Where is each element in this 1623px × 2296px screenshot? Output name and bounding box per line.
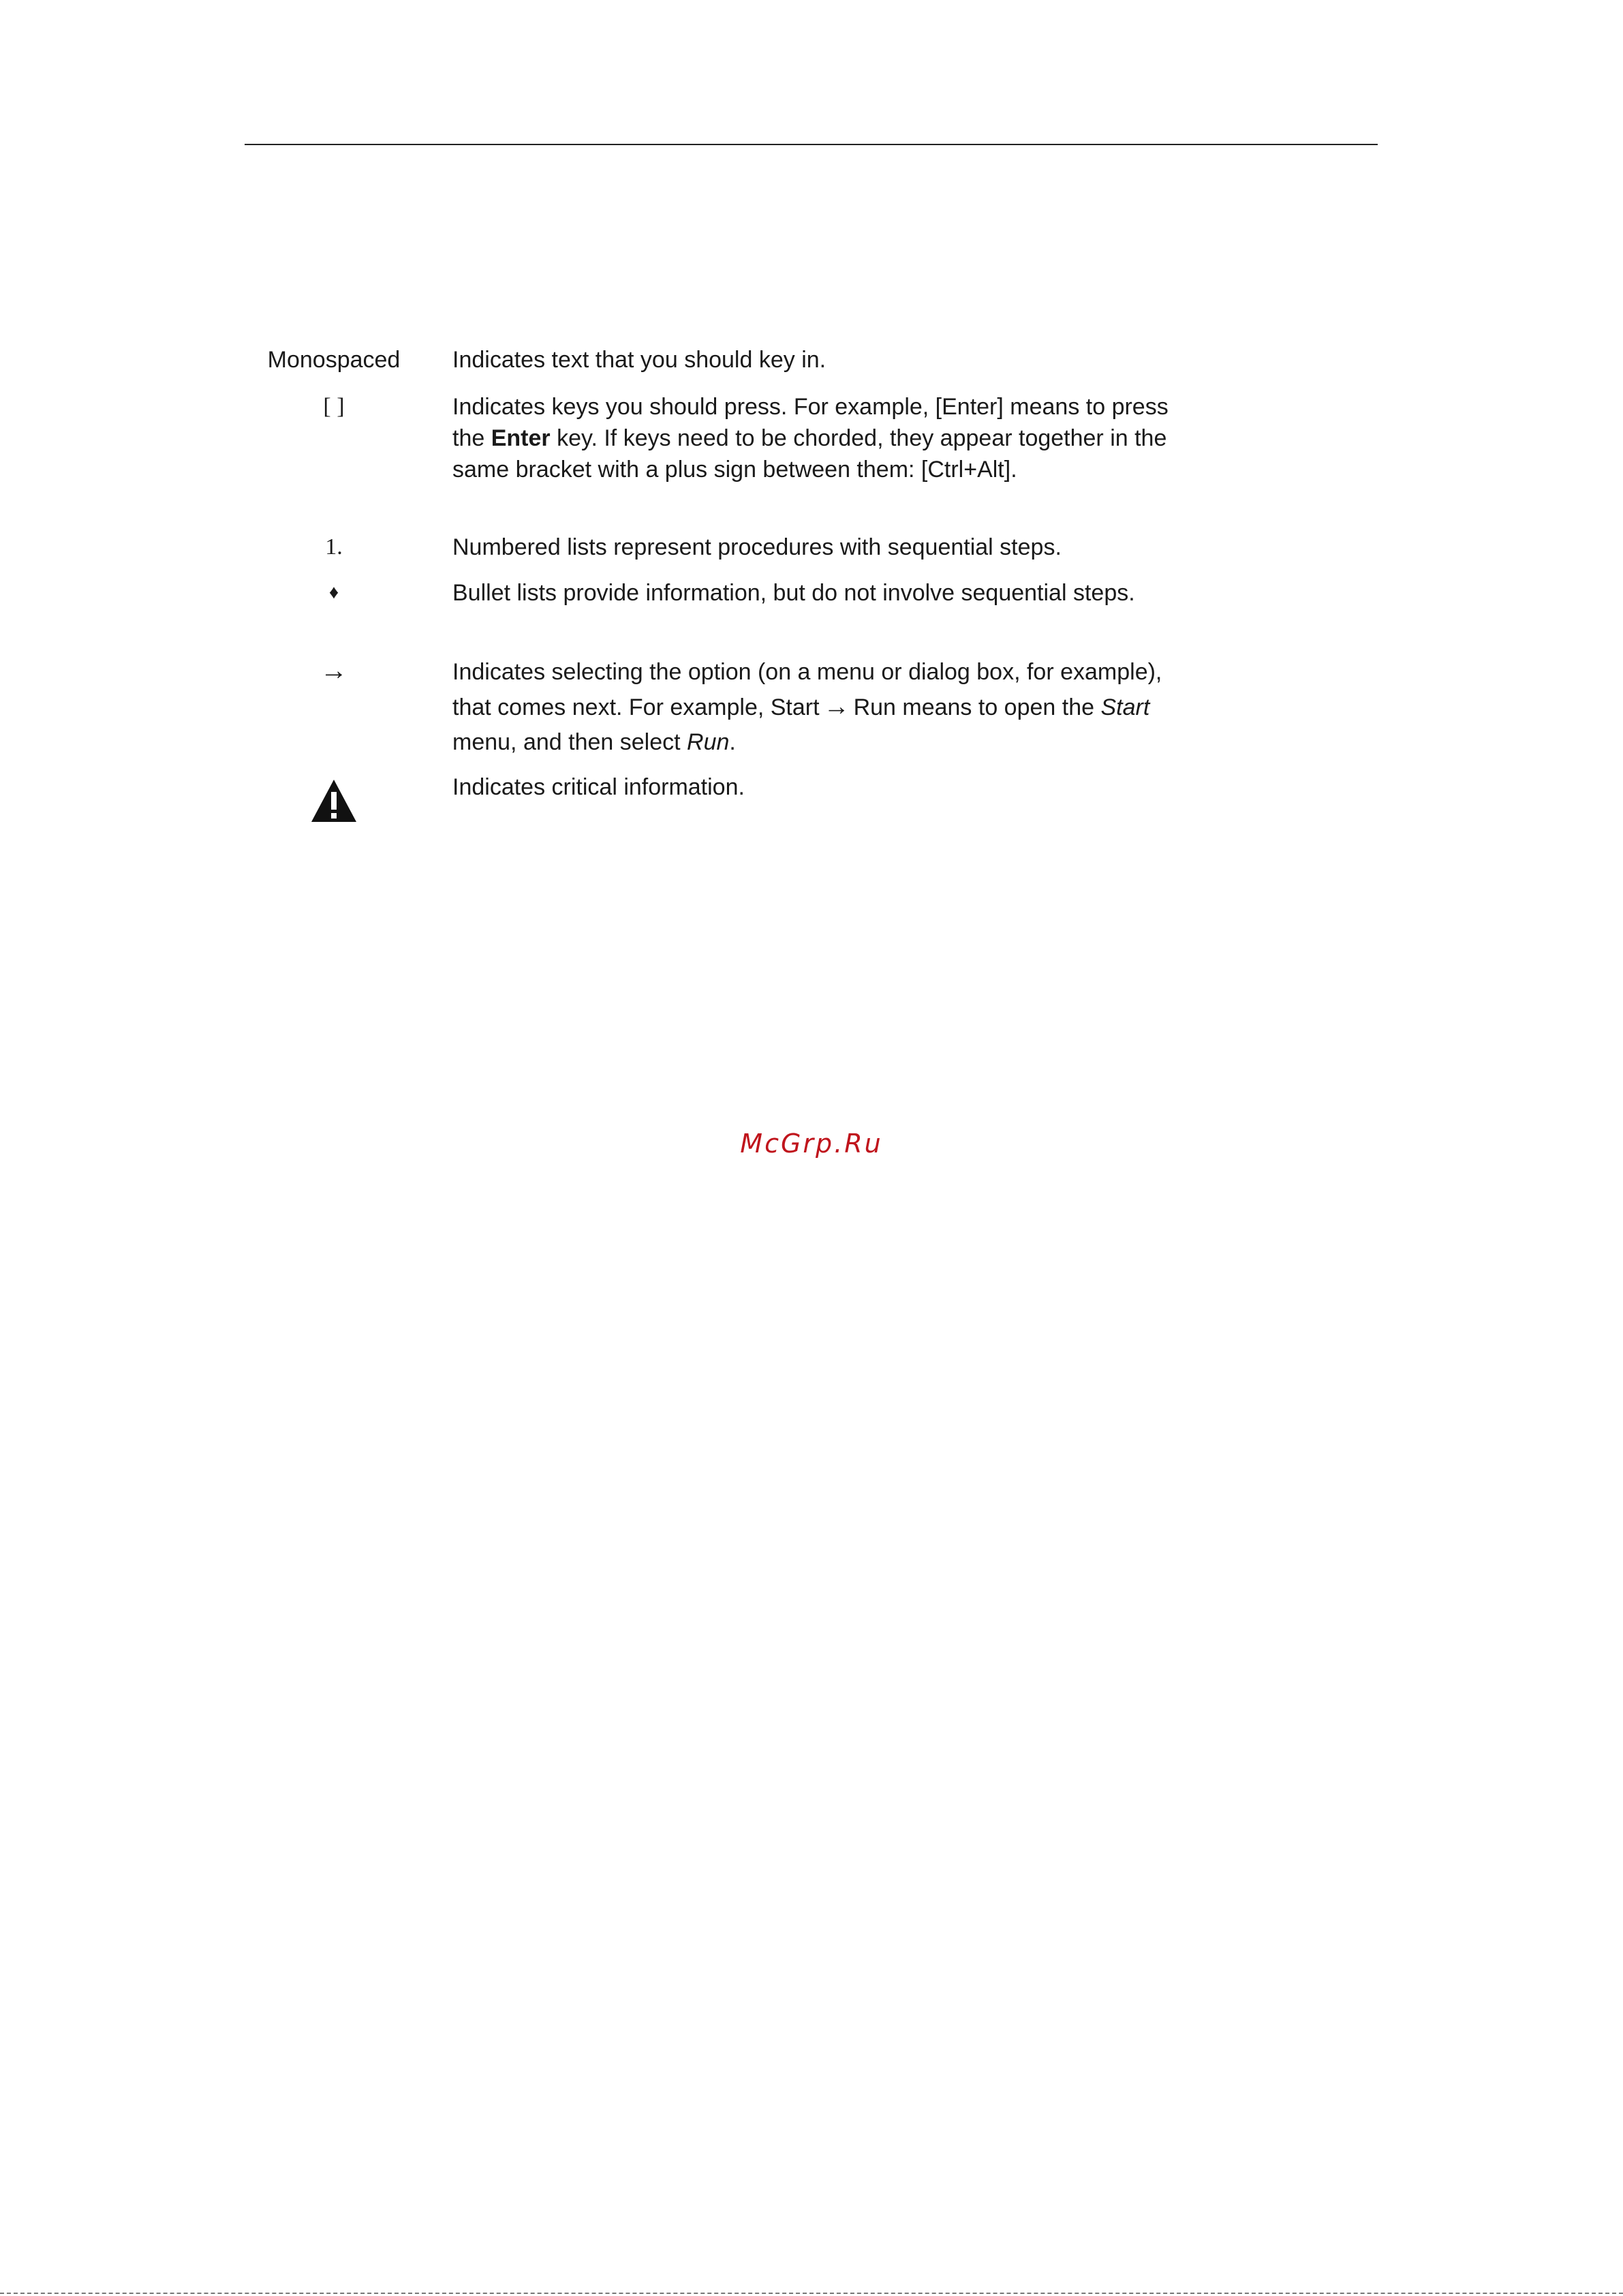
description-arrow-part-3: menu, and then select (452, 729, 687, 755)
warning-icon (252, 778, 416, 833)
start-menu-label: Start (1100, 694, 1150, 720)
description-brackets (452, 391, 1175, 485)
symbol-brackets: [ ] (323, 394, 345, 419)
run-label: Run (687, 729, 730, 755)
inline-arrow-icon: → (823, 692, 850, 721)
enter-key-label: Enter (491, 425, 551, 451)
arrow-right-icon: → (320, 655, 347, 686)
description-brackets-part-2: key. If keys need to be chorded, they appear together in the same bracket with a plus sign between them: [Ctrl+Alt]. (452, 425, 1167, 483)
description-numbered: Numbered lists represent procedures with sequential steps. (452, 534, 1062, 560)
watermark: McGrp.Ru (740, 1129, 883, 1159)
description-warning: Indicates critical information. (452, 774, 745, 800)
description-arrow-part-4: . (729, 729, 736, 755)
description-arrow-part-1: Indicates selecting the option (on a menu or dialog box, for example), that comes next. For example, Start (452, 659, 1162, 720)
header-rule (245, 144, 1378, 145)
warning-icon-svg (310, 778, 358, 823)
symbol-numbered: 1. (325, 534, 343, 560)
footer-rule (0, 2293, 1623, 2294)
symbol-monospaced: Monospaced (267, 347, 401, 373)
description-arrow-part-2: Run means to open the (853, 694, 1101, 720)
description-bullet: Bullet lists provide information, but do not involve sequential steps. (452, 580, 1135, 606)
description-monospaced: Indicates text that you should key in. (452, 347, 826, 373)
description-arrow (452, 655, 1175, 760)
description-brackets-part-1: Indicates keys you should press. For example, [Enter] means to press the (452, 394, 1169, 451)
diamond-bullet-icon: ♦ (328, 582, 339, 603)
